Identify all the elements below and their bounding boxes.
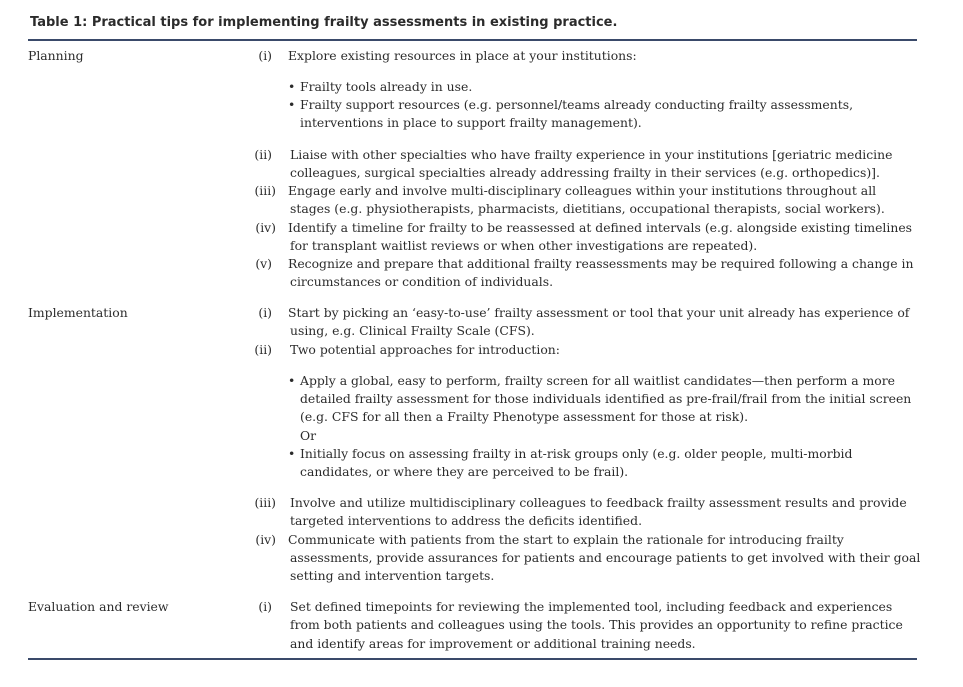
bottom-rule: [28, 658, 917, 660]
bullet-item: [288, 96, 853, 114]
bullet-text-continued: candidates, or where they are perceived to be frail).: [300, 464, 629, 479]
item-text: Liaise with other specialties who have frailty experience in your institutions [geriatric medicine: [290, 147, 893, 162]
item-text: Set defined timepoints for reviewing the implemented tool, including feedback and experiences: [290, 599, 893, 614]
item-text: for transplant waitlist reviews or when other investigations are repeated).: [290, 238, 758, 253]
item-numeral: (ii): [254, 342, 272, 357]
item-text: Explore existing resources in place at your institutions:: [288, 48, 637, 63]
category-label: Planning: [28, 48, 84, 63]
table-caption: Table 1: Practical tips for implementing frailty assessments in existing practice.: [30, 15, 618, 30]
item-text: circumstances or condition of individuals.: [290, 274, 554, 289]
item-text: Start by picking an ‘easy-to-use’ frailty assessment or tool that your unit already has experience of: [288, 305, 910, 320]
bullet-text-continued: detailed frailty assessment for those individuals identified as pre-frail/frail from the initial screen: [300, 391, 912, 406]
bullet-text: Frailty tools already in use.: [300, 79, 473, 94]
item-text: targeted interventions to address the deficits identified.: [290, 513, 643, 528]
bullet-text: Frailty support resources (e.g. personnel/teams already conducting frailty assessments,: [300, 97, 854, 112]
item-text: setting and intervention targets.: [290, 568, 495, 583]
bullet-item: [288, 445, 852, 463]
top-rule: [28, 39, 917, 41]
item-text: assessments, provide assurances for patients and encourage patients to get involved with their goal: [290, 550, 921, 565]
item-text: Communicate with patients from the start to explain the rationale for introducing frailty: [288, 532, 844, 547]
bullet-item: [288, 78, 472, 96]
item-numeral: (i): [258, 48, 272, 63]
bullet-item: [288, 372, 895, 390]
item-text: Identify a timeline for frailty to be reassessed at defined intervals (e.g. alongside existing timelines: [288, 220, 913, 235]
item-text: stages (e.g. physiotherapists, pharmacists, dietitians, occupational therapists, social workers).: [290, 201, 885, 216]
item-text: Involve and utilize multidisciplinary colleagues to feedback frailty assessment results and provide: [290, 495, 907, 510]
item-numeral: (i): [258, 599, 272, 614]
bullet-text: Initially focus on assessing frailty in at-risk groups only (e.g. older people, multi-morbid: [300, 446, 853, 461]
item-numeral: (ii): [254, 147, 272, 162]
item-numeral: (iii): [254, 495, 276, 510]
item-text: and identify areas for improvement or additional training needs.: [290, 636, 696, 651]
item-numeral: (i): [258, 305, 272, 320]
item-numeral: (iv): [255, 532, 276, 547]
bullet-text: Apply a global, easy to perform, frailty screen for all waitlist candidates—then perform a more: [300, 373, 895, 388]
item-numeral: (iv): [255, 220, 276, 235]
item-text: Recognize and prepare that additional frailty reassessments may be required following a change in: [288, 256, 914, 271]
bullet-text-continued: (e.g. CFS for all then a Frailty Phenotype assessment for those at risk).: [300, 409, 749, 424]
item-text: using, e.g. Clinical Frailty Scale (CFS).: [290, 323, 535, 338]
bullet-dot-icon: •: [288, 97, 296, 112]
item-text: colleagues, surgical specialties already addressing frailty in their services (e.g. orthopedics)].: [290, 165, 880, 180]
category-label: Evaluation and review: [28, 599, 169, 614]
bullet-dot-icon: •: [288, 79, 296, 94]
connector-text: Or: [300, 428, 317, 443]
bullet-text-continued: interventions in place to support frailty management).: [300, 115, 642, 130]
bullet-dot-icon: •: [288, 373, 296, 388]
item-text: Engage early and involve multi-disciplinary colleagues within your institutions throughout all: [288, 183, 877, 198]
bullet-dot-icon: •: [288, 446, 296, 461]
item-numeral: (iii): [254, 183, 276, 198]
category-label: Implementation: [28, 305, 128, 320]
item-text: from both patients and colleagues using the tools. This provides an opportunity to refine practice: [290, 617, 903, 632]
item-text: Two potential approaches for introduction:: [290, 342, 560, 357]
item-numeral: (v): [255, 256, 272, 271]
